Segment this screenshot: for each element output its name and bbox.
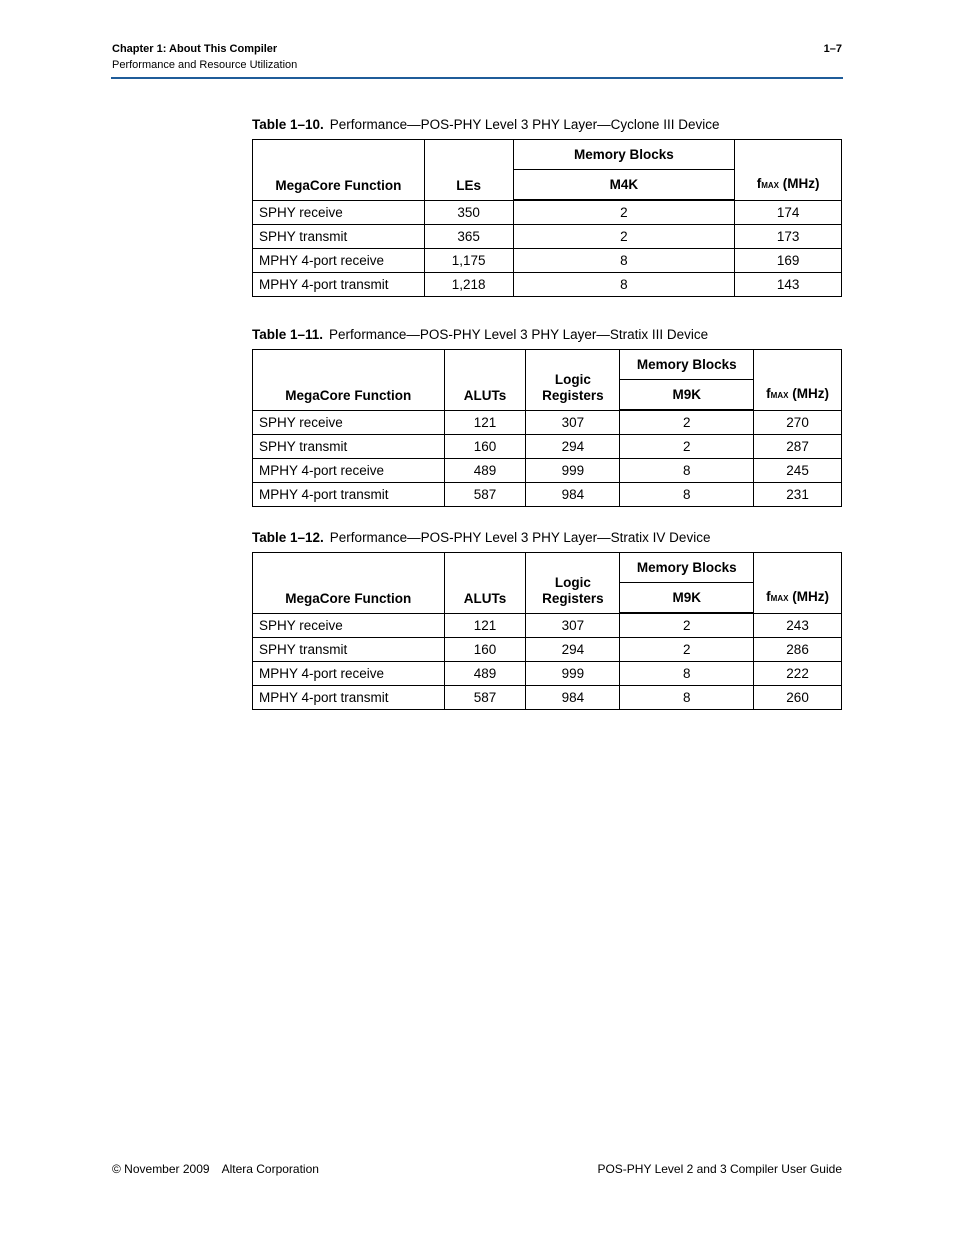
table-row: SPHY receive 121 307 2 270	[253, 410, 842, 435]
table-row: MPHY 4-port transmit 587 984 8 260	[253, 686, 842, 710]
footer-company: Altera Corporation	[221, 1162, 319, 1176]
table-number: Table 1–10.	[252, 117, 324, 132]
page-number: 1–7	[823, 43, 842, 55]
table-row: MPHY 4-port transmit 1,218 8 143	[253, 273, 842, 297]
table-1-11-caption	[252, 327, 708, 342]
col-header-function: MegaCore Function	[253, 553, 445, 614]
footer-date: © November 2009	[112, 1162, 210, 1176]
table-row: SPHY receive 350 2 174	[253, 200, 842, 225]
table-1-10-caption	[252, 117, 719, 132]
table-title: Performance—POS-PHY Level 3 PHY Layer—Stratix IV Device	[329, 530, 711, 545]
col-header-logic-registers: Logic Registers	[526, 350, 620, 411]
footer-doc-title: POS-PHY Level 2 and 3 Compiler User Guide	[597, 1162, 842, 1176]
footer-left	[112, 1162, 319, 1176]
col-header-m9k: M9K	[620, 380, 754, 411]
col-header-aluts: ALUTs	[444, 350, 526, 411]
col-header-memory-blocks: Memory Blocks	[620, 553, 754, 583]
table-row: MPHY 4-port transmit 587 984 8 231	[253, 483, 842, 507]
section-title: Performance and Resource Utilization	[112, 59, 298, 71]
table-title: Performance—POS-PHY Level 3 PHY Layer—Cyclone III Device	[329, 117, 720, 132]
table-1-12	[252, 552, 842, 710]
table-1-11	[252, 349, 842, 507]
table-row: SPHY transmit 160 294 2 286	[253, 638, 842, 662]
col-header-m9k: M9K	[620, 583, 754, 614]
col-header-fmax: fMAX (MHz)	[754, 350, 842, 411]
header-rule	[111, 77, 843, 79]
table-number: Table 1–11.	[252, 327, 324, 342]
chapter-title: Chapter 1: About This Compiler	[112, 43, 278, 55]
col-header-memory-blocks: Memory Blocks	[620, 350, 754, 380]
col-header-m4k: M4K	[513, 170, 735, 201]
col-header-fmax: fMAX (MHz)	[735, 140, 842, 201]
table-row: SPHY transmit 365 2 173	[253, 225, 842, 249]
table-number: Table 1–12.	[252, 530, 324, 545]
col-header-function: MegaCore Function	[253, 140, 425, 201]
col-header-aluts: ALUTs	[444, 553, 526, 614]
table-title: Performance—POS-PHY Level 3 PHY Layer—Stratix III Device	[329, 327, 709, 342]
table-row: MPHY 4-port receive 489 999 8 222	[253, 662, 842, 686]
col-header-logic-registers: Logic Registers	[526, 553, 620, 614]
table-1-10	[252, 139, 842, 297]
table-1-12-caption	[252, 530, 710, 545]
table-row: SPHY receive 121 307 2 243	[253, 613, 842, 638]
table-row: MPHY 4-port receive 1,175 8 169	[253, 249, 842, 273]
table-row: MPHY 4-port receive 489 999 8 245	[253, 459, 842, 483]
col-header-les: LEs	[424, 140, 513, 201]
col-header-function: MegaCore Function	[253, 350, 445, 411]
col-header-fmax: fMAX (MHz)	[754, 553, 842, 614]
table-row: SPHY transmit 160 294 2 287	[253, 435, 842, 459]
col-header-memory-blocks: Memory Blocks	[513, 140, 735, 170]
